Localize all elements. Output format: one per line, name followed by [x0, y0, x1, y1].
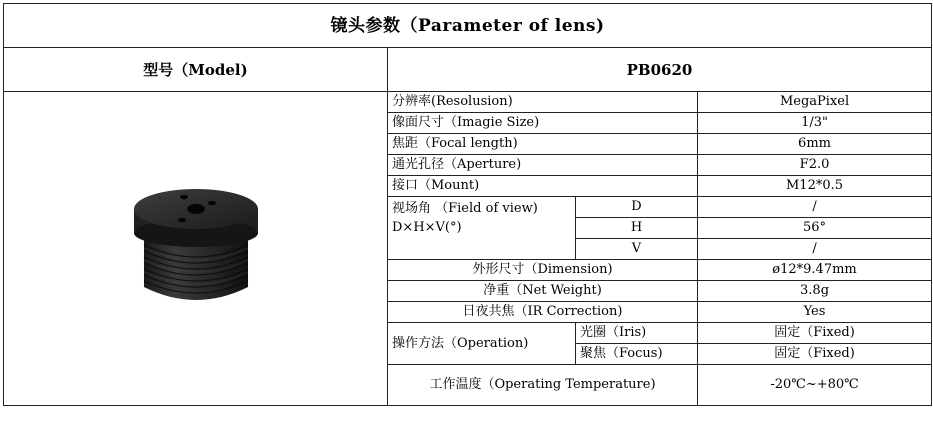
lens-photo: [126, 175, 266, 315]
fov-axis-d: D: [576, 197, 698, 218]
fov-axis-v: V: [576, 239, 698, 260]
operation-focus-label: 聚焦（Focus): [576, 344, 698, 365]
fov-value-v: /: [698, 239, 932, 260]
operation-iris-label: 光圈（Iris): [576, 323, 698, 344]
aperture-label: 通光孔径（Aperture): [388, 155, 698, 176]
model-label: 型号（Model): [4, 48, 388, 92]
operation-focus-value: 固定（Fixed): [698, 344, 932, 365]
operating-temperature-label: 工作温度（Operating Temperature): [388, 365, 698, 406]
dimension-value: ø12*9.47mm: [698, 260, 932, 281]
operation-iris-value: 固定（Fixed): [698, 323, 932, 344]
lens-parameter-table: [3, 3, 932, 406]
fov-value-d: /: [698, 197, 932, 218]
mount-value: M12*0.5: [698, 176, 932, 197]
focal-length-value: 6mm: [698, 134, 932, 155]
dimension-label: 外形尺寸（Dimension): [388, 260, 698, 281]
ir-correction-value: Yes: [698, 302, 932, 323]
net-weight-value: 3.8g: [698, 281, 932, 302]
resolution-label: 分辨率(Resolusion): [388, 92, 698, 113]
lens-photo-cell: [4, 92, 388, 406]
title-row: [4, 4, 932, 48]
image-size-value: 1/3": [698, 113, 932, 134]
net-weight-label: 净重（Net Weight): [388, 281, 698, 302]
ir-correction-label: 日夜共焦（IR Correction): [388, 302, 698, 323]
image-size-label: 像面尺寸（Imagie Size): [388, 113, 698, 134]
table-title: 镜头参数（Parameter of lens): [4, 4, 932, 48]
operation-label: 操作方法（Operation): [388, 323, 576, 365]
resolution-value: MegaPixel: [698, 92, 932, 113]
model-row: [4, 48, 932, 92]
fov-axis-h: H: [576, 218, 698, 239]
aperture-value: F2.0: [698, 155, 932, 176]
model-value: PB0620: [388, 48, 932, 92]
mount-label: 接口（Mount): [388, 176, 698, 197]
fov-label: 视场角 （Field of view) D×H×V(°): [388, 197, 576, 260]
operating-temperature-value: -20℃~+80℃: [698, 365, 932, 406]
fov-value-h: 56°: [698, 218, 932, 239]
spec-row-resolution: [4, 92, 932, 113]
focal-length-label: 焦距（Focal length): [388, 134, 698, 155]
